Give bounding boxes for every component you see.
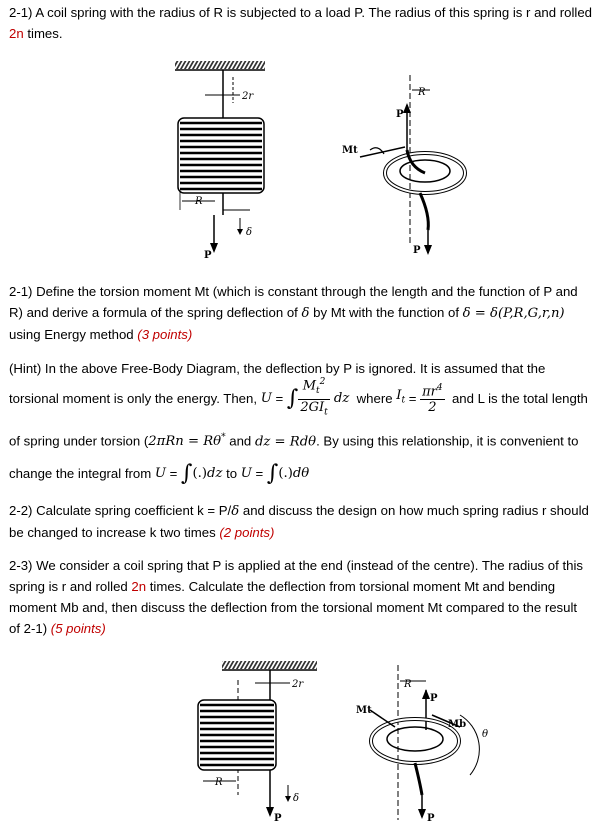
label-theta: θ <box>482 729 489 740</box>
problem-intro <box>9 2 609 44</box>
hint-line2: torsional moment is only the energy. Then, U = ∫ $\frac{M_t^2}{2GI_t}$ dz where $I_t$ = $\frac{\pi r^4}{2}$ and L is the total length <box>9 377 588 418</box>
question-2-1: 2-1) Define the torsion moment Mt (which is constant through the length and the function of P and R) and derive a formula of the spring deflection of δ by Mt with the function of δ = δ(P,R,G,r,n) using Energy method (3 points) <box>9 284 578 342</box>
q21-line2a: R) and derive a formula of the spring deflection of <box>9 305 298 320</box>
q21-line1: 2-1) Define the torsion moment Mt (which is constant through the length and the function of P and <box>9 284 578 299</box>
label-delta-1: δ <box>246 227 253 238</box>
label-R-1: R <box>195 196 203 207</box>
figure-1-spring-diagram <box>0 55 616 265</box>
q21-formula: δ = δ(P,R,G,r,n) <box>462 306 565 321</box>
intro-text: A coil spring with the radius of R is subjected to a load P. The radius of this spring is r and rolled <box>35 5 593 20</box>
label-delta-2: δ <box>293 793 300 804</box>
label-R-top-2: R <box>404 679 412 690</box>
q21-line3: using Energy method <box>9 327 134 342</box>
fbd-1 <box>342 75 465 256</box>
hint-line4: change the integral from U = ∫ (.) dz to U = ∫ (.) dθ <box>9 460 310 486</box>
label-2r-2: 2r <box>292 679 304 690</box>
q22-points: (2 points) <box>219 525 275 540</box>
q21-points: (3 points) <box>137 327 193 342</box>
label-P-left-2: P <box>274 813 282 824</box>
coil-spring-2 <box>198 700 276 770</box>
problem-number: 2-1) <box>9 5 33 20</box>
intro-text-end: times. <box>27 26 63 41</box>
ceiling-hatch <box>175 61 265 69</box>
question-2-3: 2-3) We consider a coil spring that P is applied at the end (instead of the centre). The radius of this spring is r and rolled 2n times. Calculate the deflection from torsional moment Mt and bending moment Mb and, then discuss the deflection from the torsional moment Mt compared to the result of 2-1) (5 points) <box>9 558 583 636</box>
label-P-top-1: P <box>396 109 404 120</box>
q21-line2b: by Mt with the function of <box>313 305 459 320</box>
label-Mt-2: Mt <box>356 705 372 716</box>
label-P-bottom-2: P <box>427 813 435 824</box>
label-R-top-1: R <box>418 87 426 98</box>
hint-line1: (Hint) In the above Free-Body Diagram, the deflection by P is ignored. It is assumed that the <box>9 361 546 376</box>
label-P-bottom-1: P <box>413 245 421 256</box>
q23-points: (5 points) <box>50 621 106 636</box>
label-Mb-2: Mb <box>448 719 467 730</box>
label-P-top-2: P <box>430 693 438 704</box>
fbd-2 <box>356 665 488 824</box>
coil-spring-1 <box>178 118 264 193</box>
label-R-2: R <box>215 777 223 788</box>
label-P-left: P <box>204 250 212 261</box>
intro-highlight: 2n <box>9 26 24 41</box>
question-2-2: 2-2) Calculate spring coefficient k = P/δ and discuss the design on how much spring radius r should be changed to increase k two times (2 points) <box>9 503 589 540</box>
hint-line3: of spring under torsion (2πRn = Rθ* and dz = Rdθ. By using this relationship, it is convenient to <box>9 433 579 450</box>
label-Mt-1: Mt <box>342 145 358 156</box>
label-2r: 2r <box>242 91 254 102</box>
figure-2-spring-diagram <box>0 655 616 824</box>
